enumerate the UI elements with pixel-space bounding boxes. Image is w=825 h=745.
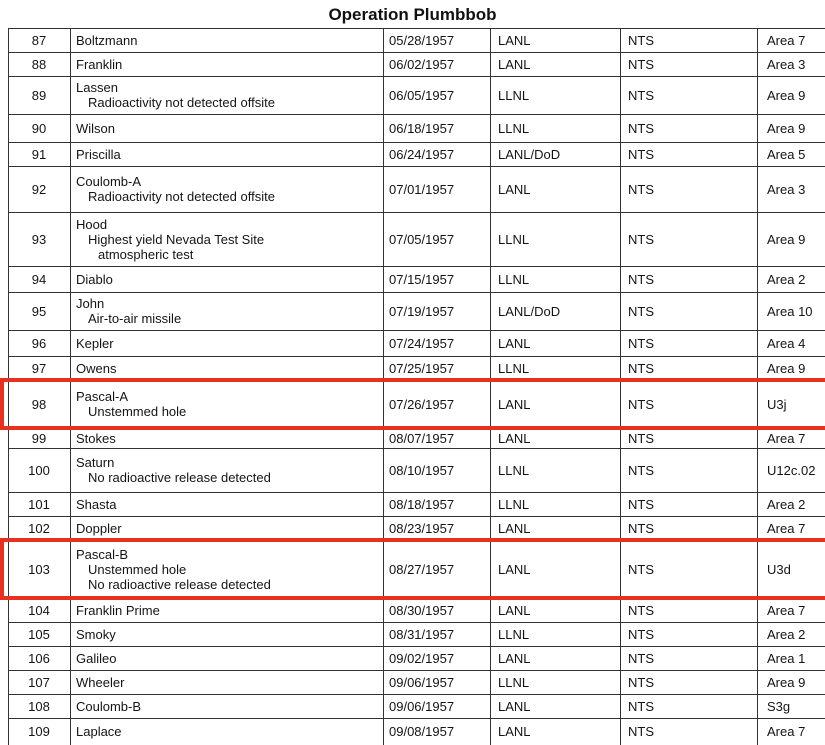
test-site: NTS [628, 463, 654, 478]
test-area: Area 7 [767, 431, 806, 446]
test-date: 08/18/1957 [389, 497, 455, 512]
test-area: Area 10 [767, 304, 813, 319]
test-name-label: Coulomb-B [76, 699, 142, 714]
test-name-label: Franklin Prime [76, 603, 160, 618]
test-laboratory: LANL [498, 724, 531, 739]
test-date: 08/23/1957 [389, 521, 455, 536]
test-name-label: Shasta [76, 497, 117, 512]
test-name-label: Pascal-A [76, 389, 129, 404]
test-name-label: John [76, 296, 105, 311]
test-note: No radioactive release detected [88, 470, 271, 485]
test-note: Unstemmed hole [88, 404, 187, 419]
test-name [76, 381, 383, 428]
test-number: 98 [31, 397, 47, 412]
test-site: NTS [628, 336, 654, 351]
test-number: 106 [28, 651, 50, 666]
test-name [76, 357, 383, 380]
test-laboratory: LLNL [498, 497, 530, 512]
test-laboratory: LLNL [498, 463, 530, 478]
test-note: atmospheric test [98, 247, 194, 262]
test-site: NTS [628, 361, 654, 376]
test-name-label: Saturn [76, 455, 115, 470]
test-site: NTS [628, 33, 654, 48]
test-name-label: Pascal-B [76, 547, 129, 562]
test-site: NTS [628, 562, 654, 577]
test-laboratory: LANL [498, 336, 531, 351]
test-site: NTS [628, 603, 654, 618]
test-area: Area 9 [767, 675, 806, 690]
test-date: 06/05/1957 [389, 88, 455, 103]
column-divider [383, 28, 384, 745]
test-laboratory: LANL/DoD [498, 147, 561, 162]
test-name [76, 167, 383, 212]
test-site: NTS [628, 521, 654, 536]
test-name [76, 143, 383, 166]
test-site: NTS [628, 147, 654, 162]
test-laboratory: LANL [498, 431, 531, 446]
test-name-label: Boltzmann [76, 33, 138, 48]
test-name-label: Hood [76, 217, 108, 232]
test-number: 91 [31, 147, 47, 162]
test-date: 08/30/1957 [389, 603, 455, 618]
test-site: NTS [628, 627, 654, 642]
test-number: 92 [31, 182, 47, 197]
test-area: Area 3 [767, 182, 806, 197]
test-laboratory: LANL [498, 603, 531, 618]
test-note: Radioactivity not detected offsite [88, 189, 275, 204]
test-laboratory: LANL [498, 397, 531, 412]
column-divider [620, 28, 621, 745]
test-number: 87 [31, 33, 47, 48]
test-site: NTS [628, 304, 654, 319]
test-name [76, 671, 383, 694]
test-area: Area 1 [767, 651, 806, 666]
test-area: Area 9 [767, 121, 806, 136]
test-name [76, 29, 383, 52]
test-laboratory: LLNL [498, 272, 530, 287]
test-number: 90 [31, 121, 47, 136]
test-area: Area 5 [767, 147, 806, 162]
test-name [76, 293, 383, 330]
test-name [76, 647, 383, 670]
test-date: 08/31/1957 [389, 627, 455, 642]
test-name-label: Priscilla [76, 147, 121, 162]
test-date: 07/19/1957 [389, 304, 455, 319]
test-date: 09/02/1957 [389, 651, 455, 666]
test-site: NTS [628, 497, 654, 512]
test-area: Area 7 [767, 521, 806, 536]
test-laboratory: LANL [498, 33, 531, 48]
test-name [76, 541, 383, 598]
test-name-label: Galileo [76, 651, 117, 666]
test-name [76, 213, 383, 266]
test-date: 09/06/1957 [389, 699, 455, 714]
test-number: 97 [31, 361, 47, 376]
test-site: NTS [628, 699, 654, 714]
test-name [76, 429, 383, 448]
test-note: Highest yield Nevada Test Site [88, 232, 265, 247]
test-date: 07/01/1957 [389, 182, 455, 197]
table-title: Operation Plumbbob [328, 5, 497, 24]
test-laboratory: LANL [498, 562, 531, 577]
test-site: NTS [628, 57, 654, 72]
test-name-label: Diablo [76, 272, 113, 287]
test-name-label: Doppler [76, 521, 122, 536]
column-divider [757, 28, 758, 745]
test-site: NTS [628, 724, 654, 739]
test-site: NTS [628, 397, 654, 412]
test-note: No radioactive release detected [88, 577, 271, 592]
test-number: 99 [31, 431, 47, 446]
test-name [76, 267, 383, 292]
test-area: Area 3 [767, 57, 806, 72]
test-name-label: Lassen [76, 80, 118, 95]
test-date: 09/06/1957 [389, 675, 455, 690]
test-name [76, 493, 383, 516]
test-name-label: Stokes [76, 431, 116, 446]
test-area: Area 9 [767, 361, 806, 376]
test-area: Area 2 [767, 272, 806, 287]
test-area: Area 9 [767, 88, 806, 103]
test-name [76, 115, 383, 142]
test-laboratory: LANL [498, 182, 531, 197]
test-name [76, 719, 383, 745]
test-date: 08/10/1957 [389, 463, 455, 478]
test-name-label: Laplace [76, 724, 122, 739]
test-laboratory: LLNL [498, 232, 530, 247]
test-laboratory: LLNL [498, 361, 530, 376]
test-name [76, 53, 383, 76]
test-laboratory: LANL [498, 521, 531, 536]
test-date: 06/24/1957 [389, 147, 455, 162]
test-name [76, 449, 383, 492]
test-name-label: Kepler [76, 336, 114, 351]
test-site: NTS [628, 232, 654, 247]
test-number: 95 [31, 304, 47, 319]
test-area: U3j [767, 397, 787, 412]
test-number: 109 [28, 724, 50, 739]
test-date: 06/18/1957 [389, 121, 455, 136]
test-laboratory: LANL/DoD [498, 304, 561, 319]
test-laboratory: LLNL [498, 675, 530, 690]
test-site: NTS [628, 272, 654, 287]
test-area: Area 2 [767, 627, 806, 642]
column-divider [70, 28, 71, 745]
test-number: 102 [28, 521, 50, 536]
test-area: Area 9 [767, 232, 806, 247]
test-date: 06/02/1957 [389, 57, 455, 72]
test-laboratory: LANL [498, 57, 531, 72]
column-divider [490, 28, 491, 745]
test-date: 05/28/1957 [389, 33, 455, 48]
test-name [76, 695, 383, 718]
test-note: Unstemmed hole [88, 562, 187, 577]
test-area: U3d [767, 562, 791, 577]
test-laboratory: LLNL [498, 121, 530, 136]
test-area: Area 2 [767, 497, 806, 512]
test-number: 100 [28, 463, 50, 478]
test-number: 93 [31, 232, 47, 247]
test-number: 94 [31, 272, 47, 287]
test-area: S3g [767, 699, 791, 714]
test-note: Air-to-air missile [88, 311, 182, 326]
test-date: 07/25/1957 [389, 361, 455, 376]
test-name-label: Smoky [76, 627, 116, 642]
test-name [76, 599, 383, 622]
test-site: NTS [628, 121, 654, 136]
test-number: 103 [28, 562, 50, 577]
test-note: Radioactivity not detected offsite [88, 95, 275, 110]
test-site: NTS [628, 651, 654, 666]
test-name-label: Wheeler [76, 675, 125, 690]
test-number: 107 [28, 675, 50, 690]
test-area: Area 7 [767, 603, 806, 618]
test-date: 08/27/1957 [389, 562, 455, 577]
test-laboratory: LLNL [498, 627, 530, 642]
test-laboratory: LANL [498, 699, 531, 714]
test-number: 88 [31, 57, 47, 72]
test-area: Area 4 [767, 336, 806, 351]
test-area: Area 7 [767, 724, 806, 739]
test-name-label: Owens [76, 361, 117, 376]
test-laboratory: LLNL [498, 88, 530, 103]
test-name-label: Franklin [76, 57, 123, 72]
test-date: 07/24/1957 [389, 336, 455, 351]
test-date: 07/05/1957 [389, 232, 455, 247]
test-site: NTS [628, 675, 654, 690]
test-name [76, 517, 383, 540]
test-name [76, 331, 383, 356]
test-number: 104 [28, 603, 50, 618]
test-name-label: Wilson [76, 121, 116, 136]
test-date: 07/15/1957 [389, 272, 455, 287]
test-site: NTS [628, 431, 654, 446]
test-site: NTS [628, 88, 654, 103]
test-number: 105 [28, 627, 50, 642]
test-number: 96 [31, 336, 47, 351]
test-number: 108 [28, 699, 50, 714]
test-area: U12c.02 [767, 463, 816, 478]
test-area: Area 7 [767, 33, 806, 48]
test-site: NTS [628, 182, 654, 197]
test-number: 89 [31, 88, 47, 103]
test-name-label: Coulomb-A [76, 174, 142, 189]
test-date: 08/07/1957 [389, 431, 455, 446]
test-name [76, 623, 383, 646]
test-laboratory: LANL [498, 651, 531, 666]
test-date: 07/26/1957 [389, 397, 455, 412]
test-date: 09/08/1957 [389, 724, 455, 739]
test-number: 101 [28, 497, 50, 512]
test-name [76, 77, 383, 114]
